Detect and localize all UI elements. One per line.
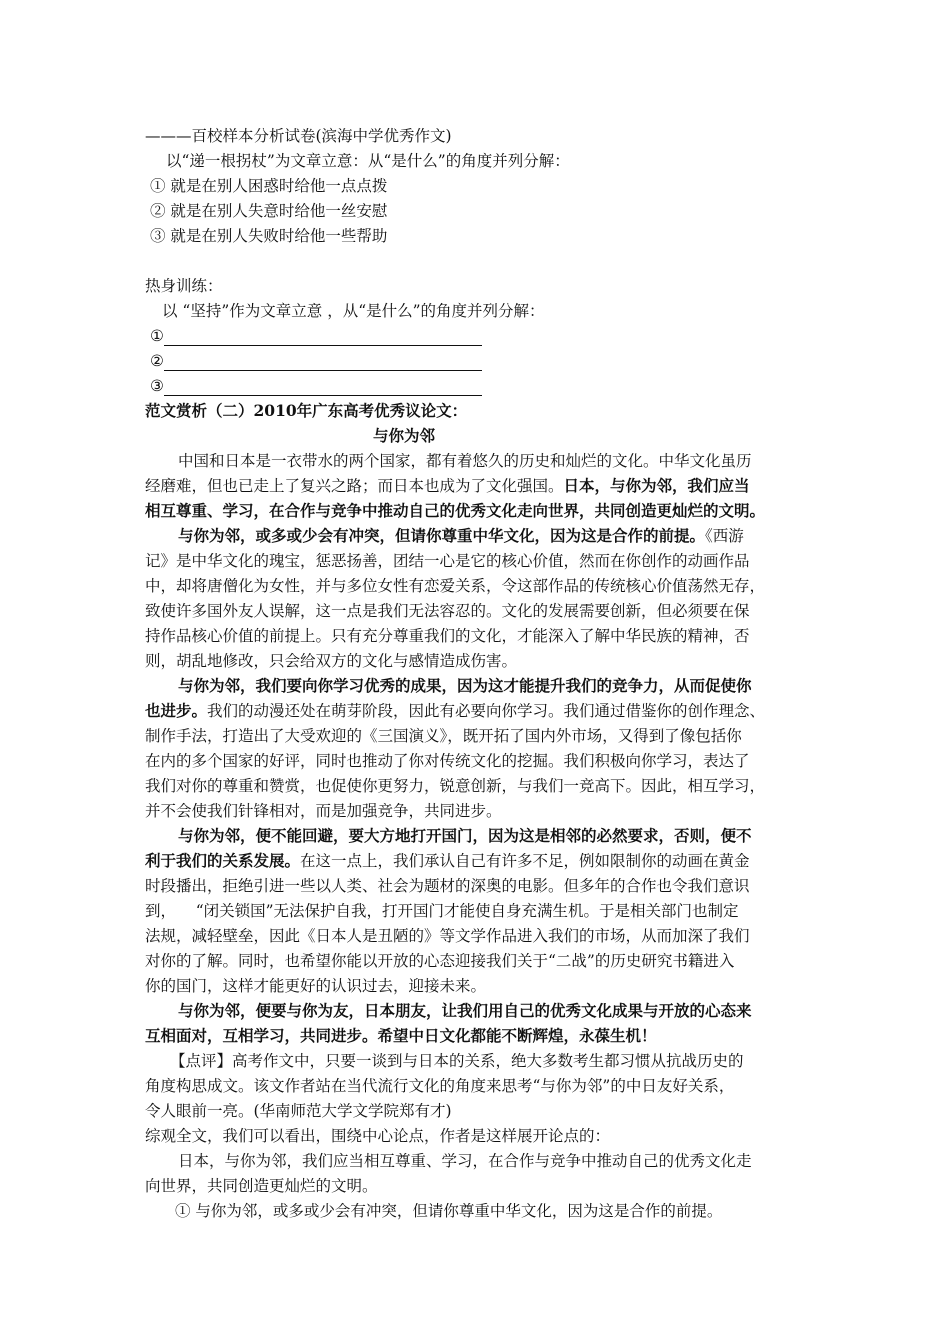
paragraph-3-line-6: 并不会使我们针锋相对，而是加强竞争，共同进步。 (145, 802, 502, 820)
answer-line[interactable] (164, 355, 482, 371)
paragraph-text: 在这一点上，我们承认自己有许多不足，例如限制你的动画在黄金 (300, 852, 750, 870)
warmup-blank-3[interactable] (150, 376, 482, 396)
argument-1-text: 与你为邻，或多或少会有冲突，但请你尊重中华文化，因为这是合作的前提。 (178, 526, 706, 545)
example-intro: 以“递一根拐杖”为文章立意：从“是什么”的角度并列分解： (166, 152, 570, 170)
paragraph-3-line-5: 我们对你的尊重和赞赏，也促使你更努力，锐意创新，与我们一竞高下。因此，相互学习， (145, 777, 766, 795)
comment-line-2: 角度构思成文。该文作者站在当代流行文化的角度来思考“与你为邻”的中日友好关系， (145, 1077, 735, 1095)
essay-title: 与你为邻 (373, 426, 436, 445)
paragraph-3-line-4: 在内的多个国家的好评，同时也推动了你对传统文化的挖掘。我们积极向你学习，表达了 (145, 752, 750, 770)
blank-marker: ③ (150, 377, 164, 395)
paragraph-2-line-1 (178, 526, 744, 546)
warmup-blank-2[interactable] (150, 351, 482, 371)
summary-thesis-line-2: 向世界，共同创造更灿烂的文明。 (145, 1177, 378, 1195)
warmup-heading: 热身训练： (145, 277, 223, 295)
summary-thesis-line-1: 日本，与你为邻，我们应当相互尊重、学习，在合作与竞争中推动自己的优秀文化走 (178, 1152, 752, 1170)
paragraph-1-line-1: 中国和日本是一衣带水的两个国家，都有着悠久的历史和灿烂的文化。中华文化虽历 (178, 452, 752, 470)
paragraph-1-line-3: 相互尊重、学习，在合作与竞争中推动自己的优秀文化走向世界，共同创造更灿烂的文明。 (145, 501, 766, 520)
comment-line-3: 令人眼前一亮。(华南师范大学文学院郑有才) (145, 1102, 452, 1120)
example-point-2: ② 就是在别人失意时给他一丝安慰 (150, 202, 388, 220)
warmup-blank-1[interactable] (150, 326, 482, 346)
paragraph-2-line-3: 中，却将唐僧化为女性，并与多位女性有恋爱关系，令这部作品的传统核心价值荡然无存， (145, 577, 766, 595)
paragraph-4-line-2 (145, 851, 750, 871)
paragraph-5-line-2: 互相面对，互相学习，共同进步。希望中日文化都能不断辉煌，永葆生机！ (145, 1026, 657, 1045)
paragraph-2-line-6: 则，胡乱地修改，只会给双方的文化与感情造成伤害。 (145, 652, 518, 670)
paragraph-4-line-1: 与你为邻，便不能回避，要大方地打开国门，因为这是相邻的必然要求，否则，便不 (178, 826, 752, 845)
paragraph-3-line-1: 与你为邻，我们要向你学习优秀的成果，因为这才能提升我们的竞争力，从而促使你 (178, 676, 752, 695)
example-point-1: ① 就是在别人困惑时给他一点点拨 (150, 177, 388, 195)
summary-point-1: ① 与你为邻，或多或少会有冲突，但请你尊重中华文化，因为这是合作的前提。 (175, 1202, 723, 1220)
paragraph-4-line-6: 对你的了解。同时，也希望你能以开放的心态迎接我们关于“二战”的历史研究书籍进入 (145, 952, 735, 970)
paragraph-3-line-3: 制作手法，打造出了大受欢迎的《三国演义》，既开拓了国内外市场，又得到了像包括你 (145, 727, 742, 745)
paragraph-2-line-2: 记》是中华文化的瑰宝，惩恶扬善，团结一心是它的核心价值，然而在你创作的动画作品 (145, 552, 750, 570)
argument-3-text: 利于我们的关系发展。 (145, 851, 301, 870)
paragraph-text: 我们的动漫还处在萌芽阶段，因此有必要向你学习。我们通过借鉴你的创作理念、 (207, 702, 766, 720)
answer-line[interactable] (164, 380, 482, 396)
paragraph-4-line-3: 时段播出，拒绝引进一些以人类、社会为题材的深奥的电影。但多年的合作也令我们意识 (145, 877, 750, 895)
blank-marker: ① (150, 327, 164, 345)
paragraph-4-line-7: 你的国门，这样才能更好的认识过去，迎接未来。 (145, 977, 487, 995)
warmup-intro: 以 “坚持”作为文章立意 ，从“是什么”的角度并列分解： (162, 302, 545, 320)
series-heading: ———百校样本分析试卷(滨海中学优秀作文) (145, 127, 452, 145)
paragraph-5-line-1: 与你为邻，便要与你为友，日本朋友，让我们用自己的优秀文化成果与开放的心态来 (178, 1001, 752, 1020)
thesis-text: 日本，与你为邻，我们应当 (563, 476, 750, 495)
blank-marker: ② (150, 352, 164, 370)
summary-intro: 综观全文，我们可以看出，围绕中心论点，作者是这样展开论点的： (145, 1127, 611, 1145)
paragraph-4-line-5: 法规，减轻壁垒，因此《日本人是丑陋的》等文学作品进入我们的市场，从而加深了我们 (145, 927, 750, 945)
argument-2-text: 也进步。 (145, 701, 208, 720)
comment-line-1: 【点评】高考作文中，只要一谈到与日本的关系，绝大多数考生都习惯从抗战历史的 (170, 1052, 744, 1070)
paragraph-text: 《西游 (705, 527, 744, 545)
paragraph-2-line-4: 致使许多国外友人误解，这一点是我们无法容忍的。文化的发展需要创新，但必须要在保 (145, 602, 750, 620)
paragraph-1-line-2 (145, 476, 750, 496)
section-heading: 范文赏析（二）2010年广东高考优秀议论文： (145, 401, 468, 420)
answer-line[interactable] (164, 330, 482, 346)
paragraph-text: 经磨难，但也已走上了复兴之路；而日本也成为了文化强国。 (145, 477, 564, 495)
paragraph-2-line-5: 持作品核心价值的前提上。只有充分尊重我们的文化，才能深入了解中华民族的精神，否 (145, 627, 750, 645)
paragraph-4-line-4: 到， “闭关锁国”无法保护自我，打开国门才能使自身充满生机。于是相关部门也制定 (145, 902, 739, 920)
paragraph-3-line-2 (145, 701, 765, 721)
example-point-3: ③ 就是在别人失败时给他一些帮助 (150, 227, 388, 245)
